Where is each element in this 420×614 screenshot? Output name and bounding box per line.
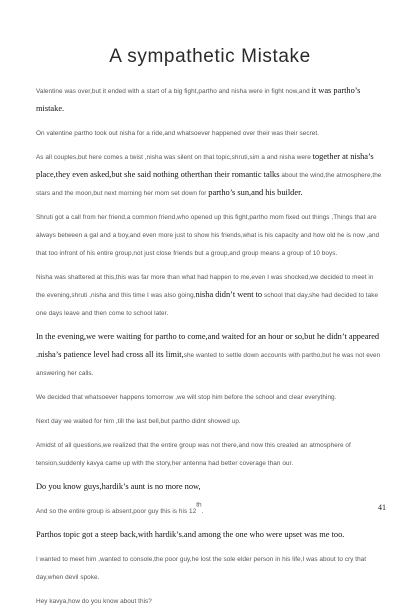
emphasized-text: Do you know guys,hardik’s aunt is no more now, bbox=[36, 482, 201, 491]
paragraph bbox=[36, 266, 382, 320]
text-run: school that day,she had decided to take one days leave and then come to school later. bbox=[36, 292, 379, 317]
text-run: Shruti got a call from her friend,a common friend,who opened up this fight,partho mom fixed out things ,Things that are always between a gal and a boy,and even more just to show his friends,what is his capacity and how old he is now ,and that too infront of his entire group,not just close friends but a group,and group means a group of 10 boys. bbox=[36, 214, 380, 257]
paragraph bbox=[36, 80, 382, 116]
emphasized-text: it was partho’s mistake. bbox=[36, 86, 361, 113]
text-run: about the wind,the atmosphere,the stars and the moon,but next morning her mom set down for bbox=[36, 172, 382, 197]
superscript: th bbox=[196, 501, 202, 509]
paragraph bbox=[36, 434, 382, 470]
chapter-body bbox=[36, 80, 382, 614]
paragraph bbox=[36, 500, 382, 518]
paragraph bbox=[36, 524, 382, 542]
emphasized-text: nisha didn’t went to bbox=[195, 290, 263, 299]
paragraph bbox=[36, 410, 382, 428]
paragraph bbox=[36, 326, 382, 380]
text-run: Nisha was shattered at this,this was far more than what had happen to me,even I was shocked,we decided to meet in the evening,shruti ,nisha and this time I was also going, bbox=[36, 274, 374, 299]
text-run: And so the entire group is absent,poor guy this is his 12 bbox=[36, 508, 197, 515]
text-run: Hey kavya,how do you know about this? bbox=[36, 598, 152, 605]
page-title: A sympathetic Mistake bbox=[109, 46, 311, 67]
emphasized-text: partho’s sun,and his builder. bbox=[208, 188, 303, 197]
emphasized-text: In the evening,we were waiting for partho to come,and waited for an hour or so,but he didn’t appeared .nisha’s patience level had cross all its limit, bbox=[36, 332, 380, 359]
paragraph bbox=[36, 146, 382, 200]
paragraph bbox=[36, 206, 382, 260]
paragraph bbox=[36, 122, 382, 140]
text-run: We decided that whatsoever happens tomorrow ,we will stop him before the school and clear everything. bbox=[36, 394, 337, 401]
paragraph bbox=[36, 548, 382, 584]
text-run: . bbox=[201, 508, 204, 515]
paragraph bbox=[36, 476, 382, 494]
text-run: On valentine partho took out nisha for a ride,and whatsoever happened over their was their secret. bbox=[36, 130, 320, 137]
page-number: 41 bbox=[378, 503, 386, 512]
text-run: Next day we waited for him ,till the last bell,but partho didnt showed up. bbox=[36, 418, 241, 425]
text-run: Valentine was over,but it ended with a start of a big fight,partho and nisha were in fight now,and bbox=[36, 88, 312, 95]
text-run: she wanted to settle down accounts with partho,but he was not even answering her calls. bbox=[36, 352, 381, 377]
text-run: I wanted to meet him ,wanted to console,the poor guy,he lost the sole elder person in his life,I was about to cry that day,when devil spoke. bbox=[36, 556, 367, 581]
text-run: Amidst of all questions,we realized that the entire group was not there,and now this created an atmosphere of tension,suddenly kavya came up with the story,her antenna had better coverage than our. bbox=[36, 442, 351, 467]
emphasized-text: together at nisha’s place,they even asked,but she said nothing otherthan their romantic talks bbox=[36, 152, 374, 179]
text-run: As all couples,but here comes a twist ,nisha was silent on that topic,shruti,sim a and nisha were bbox=[36, 154, 313, 161]
paragraph bbox=[36, 590, 382, 608]
emphasized-text: Parthos topic got a steep back,with hardik’s.and among the one who were upset was me too. bbox=[36, 530, 345, 539]
paragraph bbox=[36, 386, 382, 404]
